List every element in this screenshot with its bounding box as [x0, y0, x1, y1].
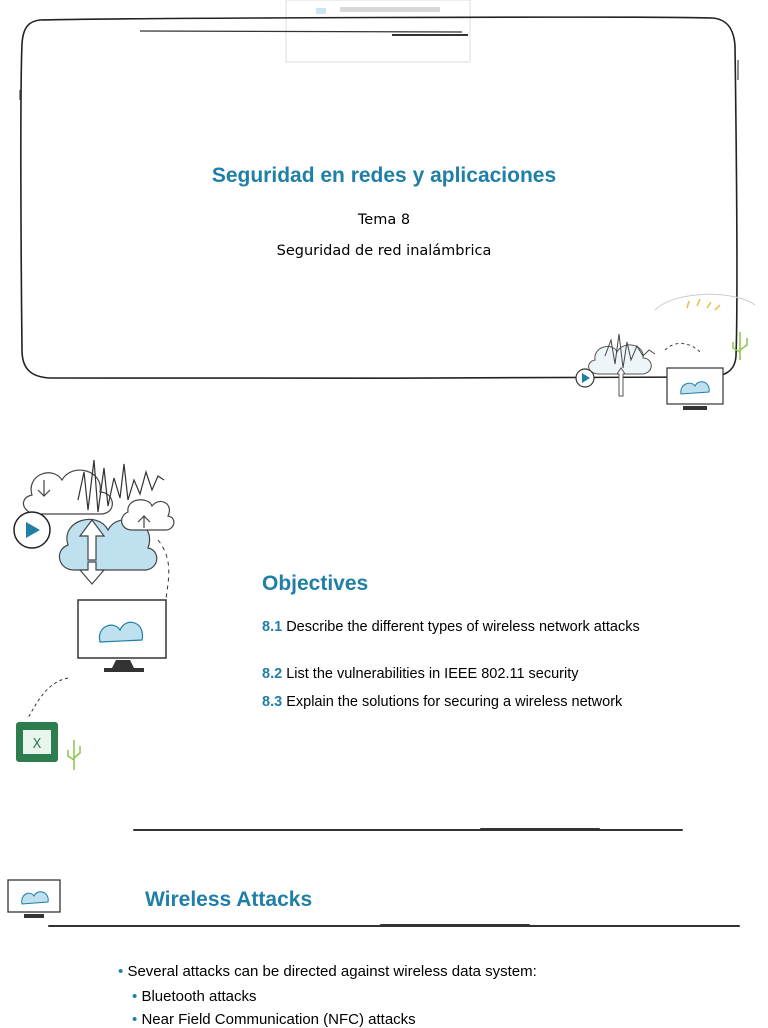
bullet-dot: •	[132, 1011, 138, 1028]
objective-item	[262, 693, 642, 711]
presentation-subtitle: Seguridad de red inalámbrica	[276, 243, 492, 259]
monitor-icon	[6, 878, 62, 922]
monitor-icon	[667, 368, 723, 410]
excel-icon	[16, 722, 58, 762]
cloud-icon	[122, 500, 174, 530]
usb-icon	[68, 740, 80, 770]
svg-text:X: X	[32, 737, 42, 752]
play-icon	[576, 369, 594, 387]
bullet-dot: •	[118, 963, 124, 980]
objective-text: List the vulnerabilities in IEEE 802.11 security	[286, 666, 579, 682]
objective-item	[262, 618, 642, 636]
list-item	[132, 988, 257, 1005]
network-illustration-small	[565, 290, 765, 420]
tema-label: Tema 8	[357, 212, 411, 228]
section-heading: Wireless Attacks	[145, 888, 313, 911]
presentation-title: Seguridad en redes y aplicaciones	[211, 164, 557, 187]
objective-number: 8.3	[262, 694, 283, 710]
lightbulb-icon	[687, 299, 720, 310]
usb-icon	[733, 332, 747, 360]
objective-text: Describe the different types of wireless network attacks	[286, 619, 640, 635]
objective-item	[262, 665, 642, 683]
bullet-dot: •	[132, 988, 138, 1005]
bullet-text: Several attacks can be directed against wireless data system:	[127, 963, 537, 980]
list-item	[132, 1011, 416, 1028]
list-item	[118, 963, 537, 980]
objectives-heading: Objectives	[262, 572, 369, 595]
slide-divider	[133, 829, 683, 831]
play-icon	[14, 512, 50, 548]
heading-underline-accent	[380, 924, 530, 927]
objective-text: Explain the solutions for securing a wireless network	[286, 694, 623, 710]
slide-divider-accent	[480, 828, 600, 831]
network-illustration-large	[8, 450, 178, 770]
objective-number: 8.1	[262, 619, 283, 635]
bullet-text: Near Field Communication (NFC) attacks	[141, 1011, 416, 1028]
bullet-text: Bluetooth attacks	[141, 988, 257, 1005]
monitor-icon	[78, 600, 166, 672]
objective-number: 8.2	[262, 666, 283, 682]
